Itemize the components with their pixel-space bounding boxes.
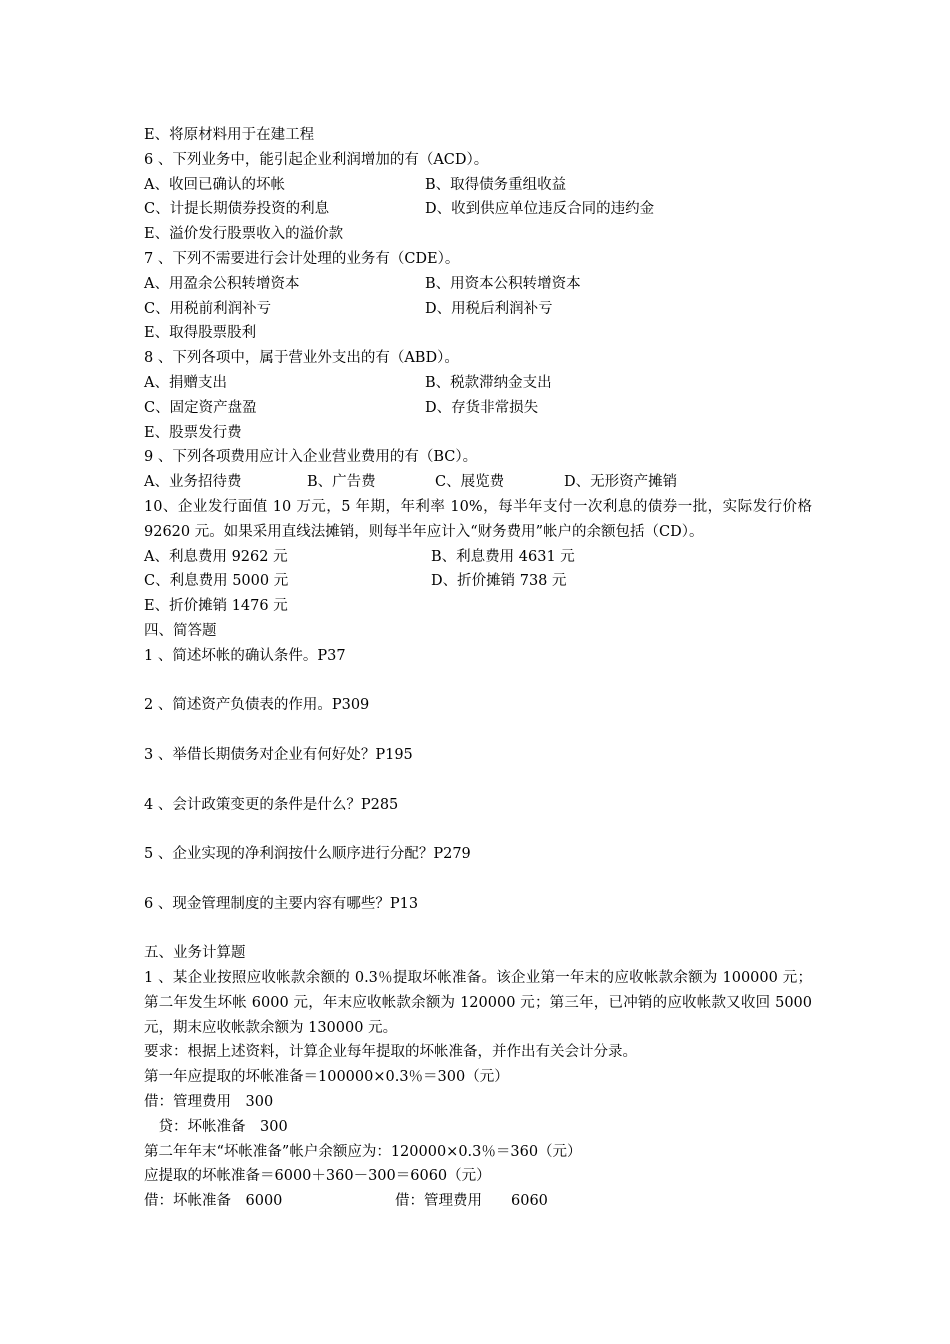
section4-item-5: 5 、企业实现的净利润按什么顺序进行分配？P279 (144, 846, 471, 863)
q8-option-c: C、固定资产盘盈 (144, 399, 257, 416)
year1-credit-entry: 贷：坏帐准备 300 (144, 1118, 288, 1135)
year2-balance: 第二年年末“坏帐准备”帐户余额应为：120000×0.3％＝360（元） (144, 1143, 582, 1160)
q9-option-d: D、无形资产摊销 (564, 474, 678, 491)
q7-option-e: E、取得股票股利 (144, 325, 257, 342)
q10-option-d: D、折价摊销 738 元 (431, 573, 567, 590)
q9-options-row (144, 470, 812, 495)
q8-option-b: B、税款滞纳金支出 (425, 374, 552, 391)
q7-stem: 7 、下列不需要进行会计处理的业务有（CDE）。 (144, 250, 460, 267)
q10-option-e: E、折价摊销 1476 元 (144, 598, 288, 615)
section5-title: 五、业务计算题 (144, 945, 246, 962)
q10-options-row-2 (144, 569, 812, 594)
q7-options-row-1 (144, 272, 812, 297)
q7-option-b: B、用资本公积转增资本 (425, 275, 581, 292)
q9-option-b: B、广告费 (307, 474, 376, 491)
year2-entries-row (144, 1189, 812, 1214)
q8-option-a: A、捐赠支出 (144, 374, 227, 391)
year2-debit-bad-debt: 借：坏帐准备 6000 (144, 1193, 283, 1210)
year2-provision: 应提取的坏帐准备＝6000＋360－300＝6060（元） (144, 1168, 491, 1185)
section4-item-3: 3 、举借长期债务对企业有何好处？P195 (144, 746, 413, 763)
document-page (144, 123, 812, 1214)
year1-debit-entry: 借：管理费用 300 (144, 1094, 274, 1111)
section4-item-1: 1 、简述坏帐的确认条件。P37 (144, 647, 346, 664)
q10-stem: 10、企业发行面值 10 万元，5 年期，年利率 10%，每半年支付一次利息的债券一批，实际发行价格 92620 元。如果采用直线法摊销，则每半年应计入“财务费用”帐户的余额包括（CD）。 (144, 498, 812, 540)
q9-stem: 9 、下列各项费用应计入企业营业费用的有（BC）。 (144, 449, 478, 466)
q7-option-c: C、用税前利润补亏 (144, 300, 272, 317)
section4-title: 四、简答题 (144, 622, 217, 639)
section4-item-4: 4 、会计政策变更的条件是什么？P285 (144, 796, 399, 813)
q6-options-row-2 (144, 197, 812, 222)
section4-item-6: 6 、现金管理制度的主要内容有哪些？P13 (144, 895, 419, 912)
q7-options-row-2 (144, 297, 812, 322)
section5-requirement: 要求：根据上述资料，计算企业每年提取的坏帐准备，并作出有关会计分录。 (144, 1044, 637, 1061)
q10-option-b: B、利息费用 4631 元 (431, 548, 575, 565)
q8-options-row-2 (144, 396, 812, 421)
q9-option-a: A、业务招待费 (144, 474, 242, 491)
q6-options-row-1 (144, 173, 812, 198)
year2-debit-admin-expense: 借：管理费用 6060 (395, 1193, 548, 1210)
q5-option-e: E、将原材料用于在建工程 (144, 127, 315, 143)
q8-option-e: E、股票发行费 (144, 424, 242, 441)
q6-option-c: C、计提长期债券投资的利息 (144, 201, 330, 218)
q8-stem: 8 、下列各项中，属于营业外支出的有（ABD）。 (144, 350, 459, 367)
q8-options-row-1 (144, 371, 812, 396)
q6-stem: 6 、下列业务中，能引起企业利润增加的有（ACD）。 (144, 151, 489, 168)
q6-option-d: D、收到供应单位违反合同的违约金 (425, 201, 655, 218)
q7-option-a: A、用盈余公积转增资本 (144, 275, 300, 292)
q6-option-b: B、取得债务重组收益 (425, 176, 567, 193)
section5-problem-1: 1 、某企业按照应收帐款余额的 0.3％提取坏帐准备。该企业第一年末的应收帐款余额为 100000 元；第二年发生坏帐 6000 元，年末应收帐款余额为 120000 元；第三年，已冲销的应收帐款又收回 5000 元，期末应收帐款余额为 130000 元。 (144, 970, 812, 1036)
q8-option-d: D、存货非常损失 (425, 399, 539, 416)
q6-option-e: E、溢价发行股票收入的溢价款 (144, 226, 344, 243)
q6-option-a: A、收回已确认的坏帐 (144, 176, 285, 193)
q9-option-c: C、展览费 (435, 474, 505, 491)
q10-option-c: C、利息费用 5000 元 (144, 573, 289, 590)
q7-option-d: D、用税后利润补亏 (425, 300, 553, 317)
year1-calculation: 第一年应提取的坏帐准备＝100000×0.3％＝300（元） (144, 1069, 509, 1086)
q10-option-a: A、利息费用 9262 元 (144, 548, 288, 565)
q10-options-row-1 (144, 545, 812, 570)
section4-item-2: 2 、简述资产负债表的作用。P309 (144, 697, 370, 714)
